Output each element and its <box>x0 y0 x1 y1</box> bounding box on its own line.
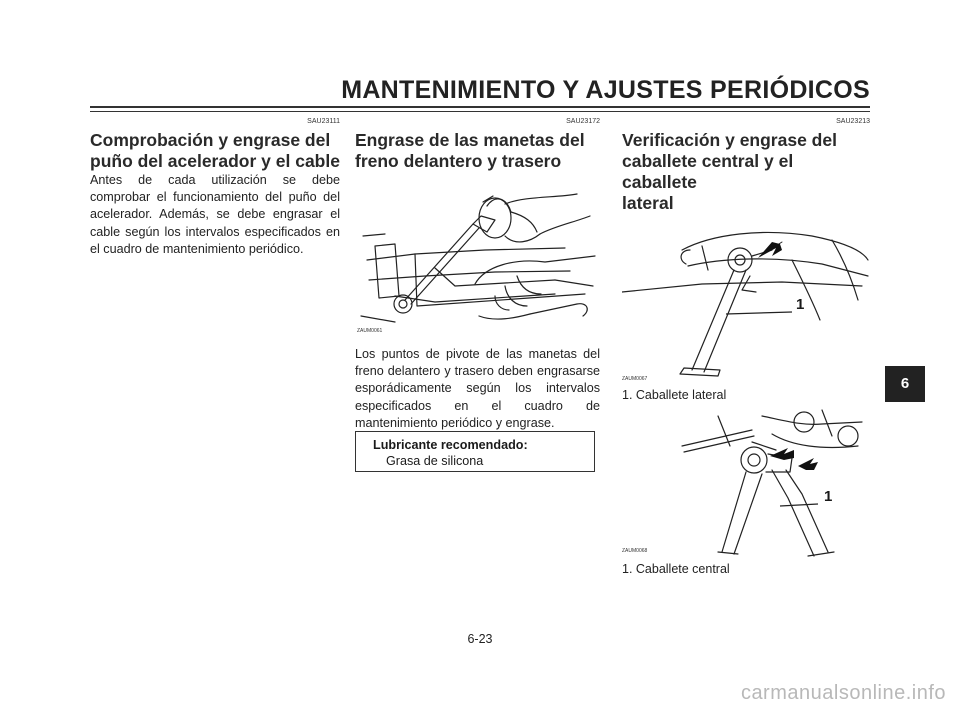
side-stand-illustration <box>622 220 870 380</box>
section-brake-levers <box>355 116 600 432</box>
section-title <box>355 130 600 172</box>
title-line: Engrase de las manetas del <box>355 130 585 150</box>
figure-caption: 1. Caballete lateral <box>622 388 727 402</box>
title-line: Verificación y engrase del <box>622 130 837 150</box>
header-rule-thin <box>90 111 870 112</box>
callout-number: 1 <box>824 488 833 505</box>
brake-lever-illustration <box>355 176 600 326</box>
brake-lever-figure <box>355 176 600 334</box>
section-code: SAU23111 <box>307 118 340 125</box>
side-stand-figure <box>622 220 870 384</box>
section-body: Los puntos de pivote de las manetas del freno delantero y trasero deben engrasarse esporádicamente según los intervalos especificados en el cuadro de mantenimiento periódico y engrase. <box>355 347 600 430</box>
title-line: lateral <box>622 193 674 213</box>
figure-code: ZAUM0068 <box>622 548 648 554</box>
section-throttle <box>90 116 340 258</box>
figure-code: ZAUM0061 <box>357 328 383 334</box>
page-title: MANTENIMIENTO Y AJUSTES PERIÓDICOS <box>341 76 870 104</box>
title-line: freno delantero y trasero <box>355 151 562 171</box>
section-code: SAU23213 <box>836 118 870 125</box>
center-stand-illustration <box>622 406 870 566</box>
title-line: caballete central y el caballete <box>622 151 794 192</box>
lubricant-title: Lubricante recomendado: <box>373 438 528 452</box>
arrow-icon <box>798 458 818 470</box>
section-code: SAU23172 <box>566 118 600 125</box>
arrow-icon <box>758 242 782 258</box>
lubricant-box <box>355 431 595 472</box>
title-line: Comprobación y engrase del <box>90 130 331 150</box>
page-header <box>90 70 870 114</box>
callout-number: 1 <box>796 296 805 313</box>
section-title <box>90 130 340 172</box>
center-stand-figure <box>622 406 870 570</box>
lubricant-value: Grasa de silicona <box>386 454 484 468</box>
header-rule <box>90 106 870 108</box>
figure-code: ZAUM0067 <box>622 376 648 382</box>
section-body: Antes de cada utilización se debe comprobar el funcionamiento del puño del acelerador. Además, se debe engrasar el cable según los intervalos especificados en el cuadro de mantenimiento periódico. <box>90 173 340 256</box>
page-number: 6-23 <box>467 632 493 646</box>
section-title <box>622 130 870 214</box>
figure-caption: 1. Caballete central <box>622 562 730 576</box>
watermark: carmanualsonline.info <box>740 682 946 704</box>
section-stands <box>622 116 870 576</box>
chapter-tab: 6 <box>885 366 925 402</box>
title-line: puño del acelerador y el cable <box>90 151 340 171</box>
